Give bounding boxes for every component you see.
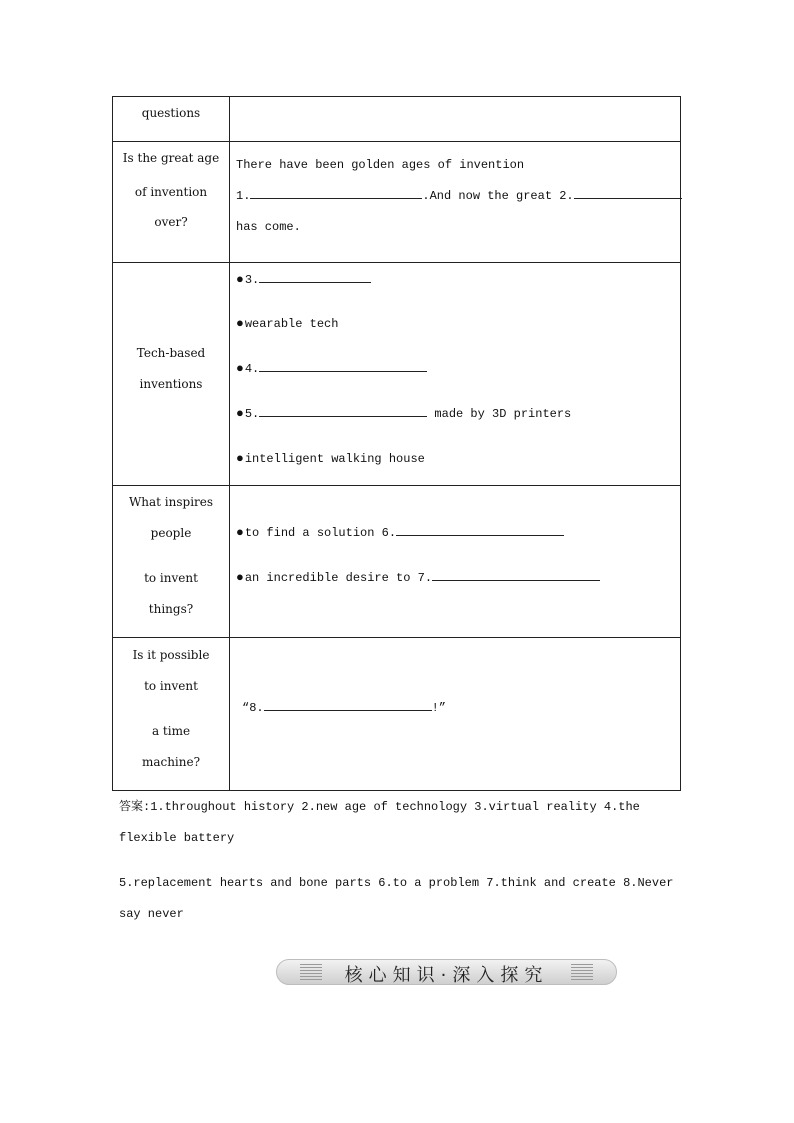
answer-cell <box>230 142 681 263</box>
question-line: to invent <box>144 571 198 585</box>
answer-header-cell <box>230 97 681 142</box>
list-text: wearable tech <box>244 317 339 331</box>
bullet-icon: ● <box>236 451 244 466</box>
list-text: intelligent walking house <box>244 452 425 466</box>
list-item <box>236 313 680 335</box>
question-line: inventions <box>139 377 203 391</box>
question-line: people <box>150 526 192 540</box>
question-line: to invent <box>144 679 198 693</box>
blank-label-2: .And now the great 2. <box>422 189 574 203</box>
question-header-cell <box>113 97 230 142</box>
banner-title: 核心知识·深入探究 <box>344 965 549 986</box>
answer-line: 5.replacement hearts and bone parts 6.to a problem 7.think and create 8.Never <box>119 876 674 890</box>
table-row <box>113 97 681 142</box>
table-row <box>113 486 681 638</box>
question-line: a time <box>151 724 191 738</box>
question-line: over? <box>154 215 188 229</box>
answer-line: 答案:1.throughout history 2.new age of technology 3.virtual reality 4.the <box>119 800 640 814</box>
blank-label-1: 1. <box>236 189 251 203</box>
list-item <box>236 269 680 291</box>
answer-key <box>119 792 689 930</box>
blank-label-6: to find a solution 6. <box>244 526 397 540</box>
table-row <box>113 142 681 263</box>
question-line: Is the great age <box>122 151 220 165</box>
blank-label-8: “8. <box>242 701 264 715</box>
bullet-icon: ● <box>236 361 244 376</box>
question-cell <box>113 142 230 263</box>
section-banner <box>276 959 617 985</box>
blank-4[interactable] <box>259 360 427 372</box>
bullet-icon: ● <box>236 570 244 585</box>
table-row <box>113 263 681 486</box>
blank-label-5: 5. <box>244 407 260 421</box>
blank-2[interactable] <box>574 187 682 199</box>
list-item <box>236 358 680 380</box>
bullet-icon: ● <box>236 525 244 540</box>
bullet-icon: ● <box>236 316 244 331</box>
list-item <box>236 403 680 425</box>
question-line: What inspires <box>128 495 214 509</box>
list-text: made by 3D printers <box>427 407 572 421</box>
question-line: Tech-based <box>136 346 206 360</box>
question-line: machine? <box>141 755 201 769</box>
blank-3[interactable] <box>259 271 371 283</box>
answer-cell <box>230 486 681 638</box>
blank-label-7: an incredible desire to 7. <box>244 571 433 585</box>
blank-1[interactable] <box>250 187 422 199</box>
question-line: Is it possible <box>132 648 210 662</box>
list-item <box>236 522 680 544</box>
invention-table <box>112 96 681 791</box>
question-line: of invention <box>134 185 208 199</box>
blank-6[interactable] <box>396 524 564 536</box>
list-item <box>236 567 680 589</box>
intro-text: There have been golden ages of invention <box>236 158 525 172</box>
answer-line: say never <box>119 907 184 921</box>
end-text: has come. <box>236 220 301 234</box>
blank-7[interactable] <box>432 569 600 581</box>
bullet-icon: ● <box>236 406 244 421</box>
blank-label-4: 4. <box>244 362 260 376</box>
answer-line: flexible battery <box>119 831 235 845</box>
question-line: things? <box>148 602 194 616</box>
answer-cell <box>230 263 681 486</box>
question-cell <box>113 263 230 486</box>
quote-end: !” <box>431 701 447 715</box>
question-cell <box>113 638 230 791</box>
quote-line <box>242 697 680 719</box>
question-cell <box>113 486 230 638</box>
bullet-icon: ● <box>236 272 244 287</box>
answer-cell <box>230 638 681 791</box>
blank-8[interactable] <box>264 699 432 711</box>
blank-5[interactable] <box>259 405 427 417</box>
blank-label-3: 3. <box>244 273 260 287</box>
fill-line-1-2 <box>236 185 680 207</box>
question-header: questions <box>141 106 201 120</box>
table-row <box>113 638 681 791</box>
list-item <box>236 448 680 470</box>
